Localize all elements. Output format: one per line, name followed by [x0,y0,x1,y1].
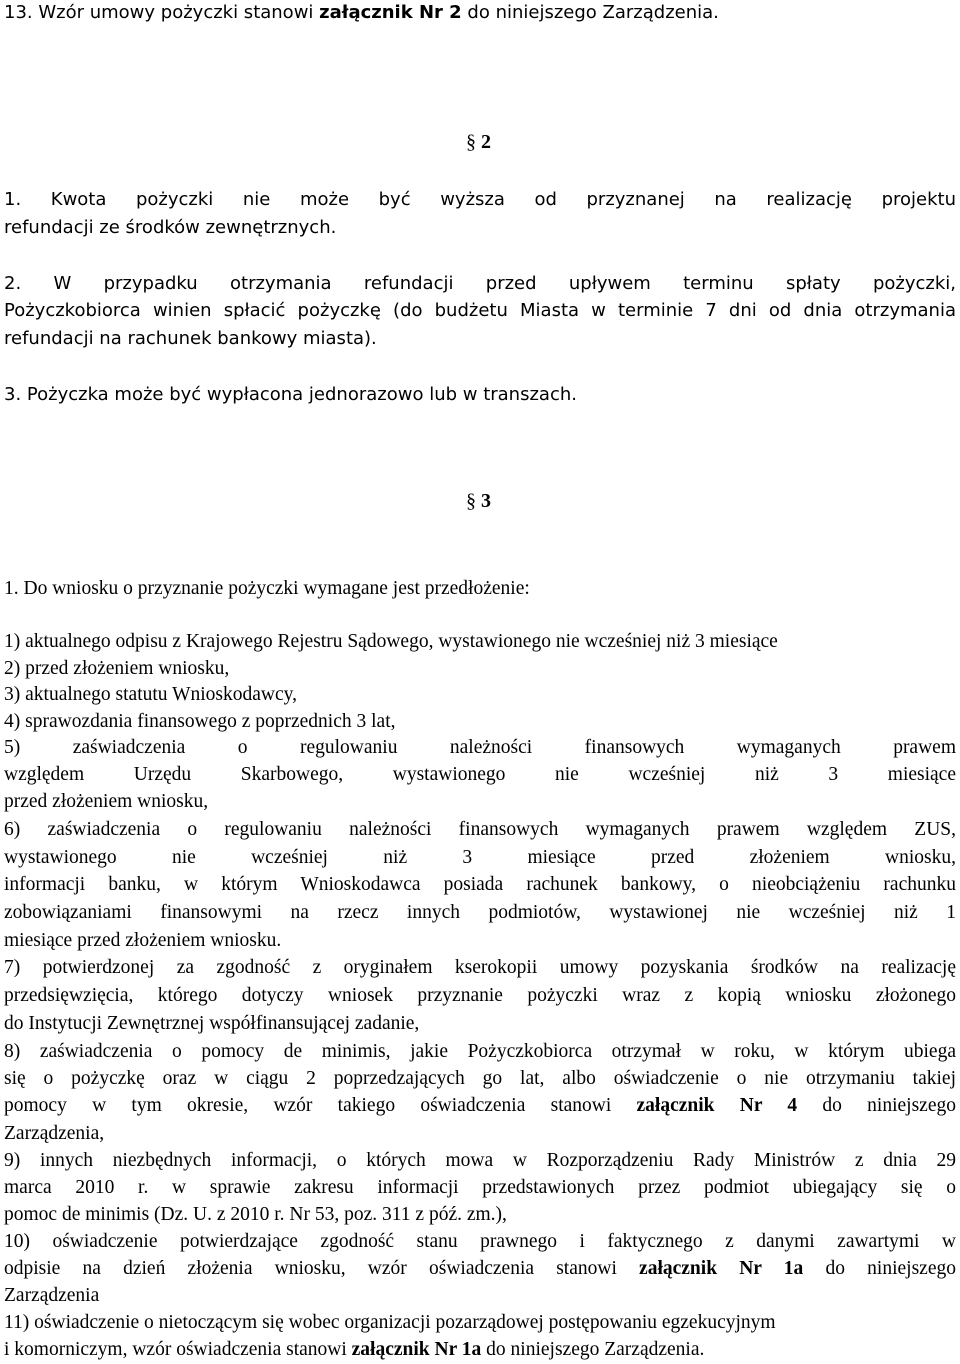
section-3-heading: § 3 [466,490,491,512]
annex-ref-2: załącznik Nr 2 [319,2,462,23]
s3-line-6: względem Urzędu Skarbowego, wystawionego nie wcześniej niż 3 miesiące [4,764,956,785]
s3-line-20: 9) innych niezbędnych informacji, o których mowa w Rozporządzeniu Rady Ministrów z dnia 29 [4,1150,956,1171]
s3-intro: 1. Do wniosku o przyznanie pożyczki wymagane jest przedłożenie: [4,578,530,599]
s2-p2-line1: 2. W przypadku otrzymania refundacji przed upływem terminu spłaty pożyczki, [4,273,956,294]
s3-line-15: do Instytucji Zewnętrznej współfinansującej zadanie, [4,1013,420,1034]
s3-line-4: 4) sprawozdania finansowego z poprzednich 3 lat, [4,711,396,732]
s3-line-21: marca 2010 r. w sprawie zakresu informacji przedstawionych przez podmiot ubiegający się o [4,1177,956,1198]
section-2-heading: § 2 [466,131,491,153]
s3-line-10: informacji banku, w którym Wnioskodawca posiada rachunek bankowy, o nieobciążeniu rachunku [4,874,956,895]
s3-line-14: przedsięwzięcia, którego dotyczy wniosek przyznanie pożyczki wraz z kopią wniosku złożonego [4,985,956,1006]
s3-line-13: 7) potwierdzonej za zgodność z oryginałem kserokopii umowy pozyskania środków na realizację [4,957,956,978]
s3-line-7: przed złożeniem wniosku, [4,791,209,812]
s3-line-9: wystawionego nie wcześniej niż 3 miesiące przed złożeniem wniosku, [4,847,956,868]
s3-line-1: 1) aktualnego odpisu z Krajowego Rejestru Sądowego, wystawionego nie wcześniej niż 3 miesiące [4,631,778,652]
s2-p2-line2: Pożyczkobiorca winien spłacić pożyczkę (do budżetu Miasta w terminie 7 dni od dnia otrzymania [4,300,956,321]
item-13: 13. Wzór umowy pożyczki stanowi załącznik Nr 2 do niniejszego Zarządzenia. [4,2,719,23]
annex-ref-4: załącznik Nr 4 [636,1095,798,1116]
s3-line-12: miesiące przed złożeniem wniosku. [4,930,282,951]
s3-line-2: 2) przed złożeniem wniosku, [4,658,230,679]
s3-line-23: 10) oświadczenie potwierdzające zgodność stanu prawnego i faktycznego z danymi zawartymi w [4,1231,956,1252]
s3-line-8: 6) zaświadczenia o regulowaniu należności finansowych wymaganych prawem względem ZUS, [4,819,956,840]
annex-ref-1a: załącznik Nr 1a [639,1258,804,1279]
s2-p2-line3: refundacji na rachunek bankowy miasta). [4,328,377,349]
s3-line-22: pomoc de minimis (Dz. U. z 2010 r. Nr 53, poz. 311 z póź. zm.), [4,1204,507,1225]
s3-line-5: 5) zaświadczenia o regulowaniu należności finansowych wymaganych prawem [4,737,956,758]
s3-line-3: 3) aktualnego statutu Wnioskodawcy, [4,684,297,705]
s2-p1-line1: 1. Kwota pożyczki nie może być wyższa od przyznanej na realizację projektu [4,189,956,210]
s3-line-26: 11) oświadczenie o nietoczącym się wobec organizacji pozarządowej postępowaniu egzekucyjnym [4,1312,776,1333]
s3-line-16: 8) zaświadczenia o pomocy de minimis, jakie Pożyczkobiorca otrzymał w roku, w którym ubiega [4,1041,956,1062]
s3-line-11: zobowiązaniami finansowymi na rzecz innych podmiotów, wystawionej nie wcześniej niż 1 [4,902,956,923]
s2-p1-line2: refundacji ze środków zewnętrznych. [4,217,337,238]
s3-line-27: i komorniczym, wzór oświadczenia stanowi załącznik Nr 1a do niniejszego Zarządzenia. [4,1339,705,1360]
s3-line-25: Zarządzenia [4,1285,100,1306]
s3-line-19: Zarządzenia, [4,1123,105,1144]
annex-ref-1a-second: załącznik Nr 1a [351,1339,482,1360]
s3-line-17: się o pożyczkę oraz w ciągu 2 poprzedzających go lat, albo oświadczenie o nie otrzymaniu takiej [4,1068,956,1089]
s3-line-24: odpisie na dzień złożenia wniosku, wzór oświadczenia stanowi załącznik Nr 1a do niniejszego [4,1258,956,1279]
s3-line-18: pomocy w tym okresie, wzór takiego oświadczenia stanowi załącznik Nr 4 do niniejszego [4,1095,956,1116]
s2-p3: 3. Pożyczka może być wypłacona jednorazowo lub w transzach. [4,384,577,405]
